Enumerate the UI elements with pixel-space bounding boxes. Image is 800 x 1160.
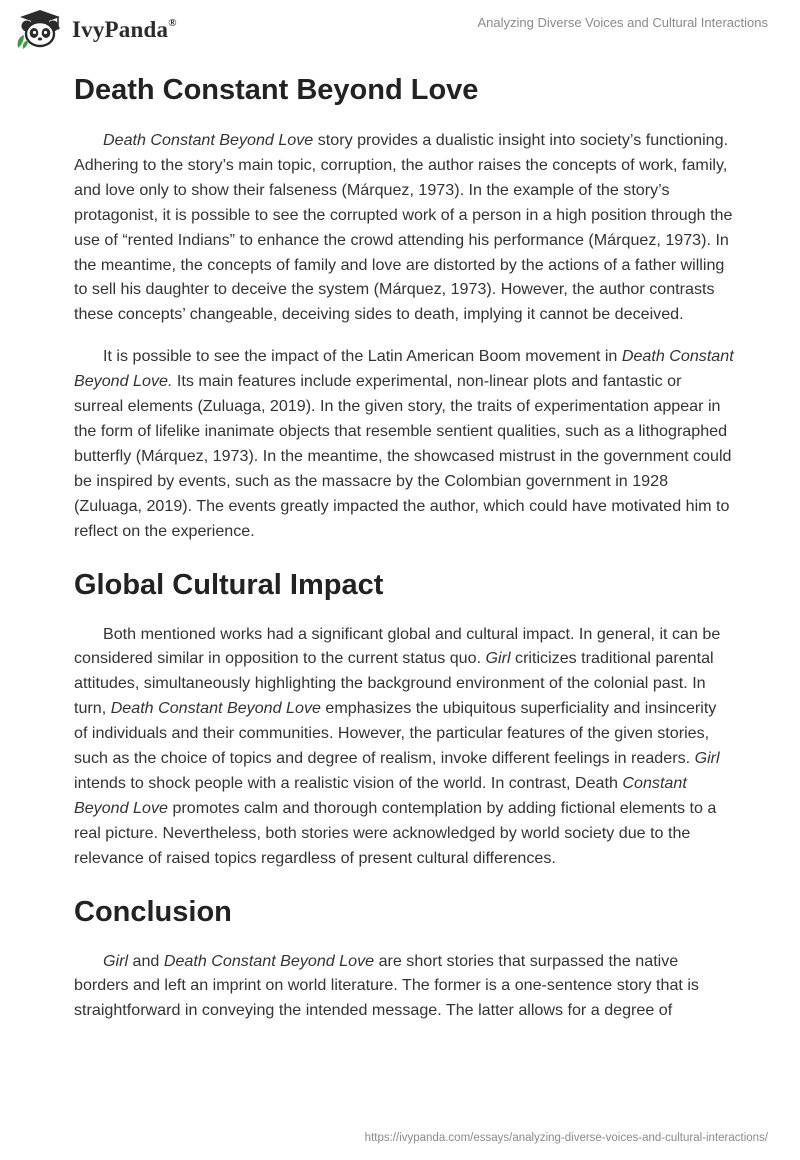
italic-title: Death Constant Beyond Love [110,699,321,718]
section-heading: Global Cultural Impact [74,568,384,601]
text-run: story provides a dualistic insight into society’s functioning. Adhering to the story’s main topic, corruption, the author raises the concepts of work, family, and love only to show their falseness (Márquez, 1973). In the example of the story’s protagonist, it is possible to see the corrupted work of a person in a high position through the use of “rented Indians” to enhance the crowd attending his performance (Márquez, 1973). In the meantime, the concepts of family and love are distorted by the actions of a father willing to sell his daughter to deceive the system (Márquez, 1973). However, the author contrasts these concepts’ changeable, deceiving sides to death, implying it cannot be deceived. [74,131,733,324]
text-run: emphasizes the ubiquitous superficiality and insincerity of individuals and their communities. However, the particular features of the given stories, such as the choice of topics and degree of realism, invoke different feelings in readers. [74,699,717,768]
italic-title: Girl [103,951,129,970]
logo-text: IvyPanda® [72,17,177,42]
text-run: Its main features include experimental, non-linear plots and fantastic or surreal elements (Zuluaga, 2019). In the given story, the traits of experimentation appear in the form of lifelike inanimate objects that resemble sentient qualities, such as a lithographed butterfly (Márquez, 1973). In the meantime, the showcased mistrust in the government could be inspired by events, such as the massacre by the Colombian government in 1928 (Zuluaga, 2019). The events greatly impacted the author, which could have motivated him to reflect on the experience. [74,372,732,540]
text-run: intends to shock people with a realistic vision of the world. In contrast, Death [74,773,623,792]
italic-title: Death Constant Beyond Love [163,951,375,970]
paragraph [74,128,734,327]
section-heading: Conclusion [74,895,232,928]
italic-title: Death Constant Beyond Love [103,131,314,149]
italic-title: Girl [694,749,720,768]
text-run: and [128,951,164,970]
italic-title: Girl [485,649,511,668]
italic-title: Constant Beyond Love [74,773,687,817]
footer-url[interactable]: https://ivypanda.com/essays/analyzing-diverse-voices-and-cultural-interactions/ [364,1132,768,1144]
paragraph [74,949,734,1024]
text-run: criticizes traditional parental attitudes, simultaneously highlighting the background environment of the colonial past. In turn, [74,649,714,718]
section-heading: Death Constant Beyond Love [74,74,479,106]
panda-logo-icon [14,8,66,50]
text-run: It is possible to see the impact of the Latin American Boom movement in [103,347,622,366]
text-run: Both mentioned works had a significant global and cultural impact. In general, it can be considered similar in opposition to the current status quo. [74,624,721,668]
document-title: Analyzing Diverse Voices and Cultural Interactions [477,15,768,30]
paragraph [74,622,734,871]
site-logo[interactable] [14,8,177,50]
text-run: promotes calm and thorough contemplation by adding fictional elements to a real picture. Nevertheless, both stories were acknowledged by world society due to the relevance of raised topics regardless of present cultural differences. [74,798,717,867]
essay-body [74,66,734,1040]
text-run: are short stories that surpassed the native borders and left an imprint on world literature. The former is a one-sentence story that is straightforward in conveying the intended message. The latter allows for a degree of [74,951,699,1020]
italic-title: Death Constant Beyond Love. [74,347,734,391]
paragraph [74,344,734,543]
